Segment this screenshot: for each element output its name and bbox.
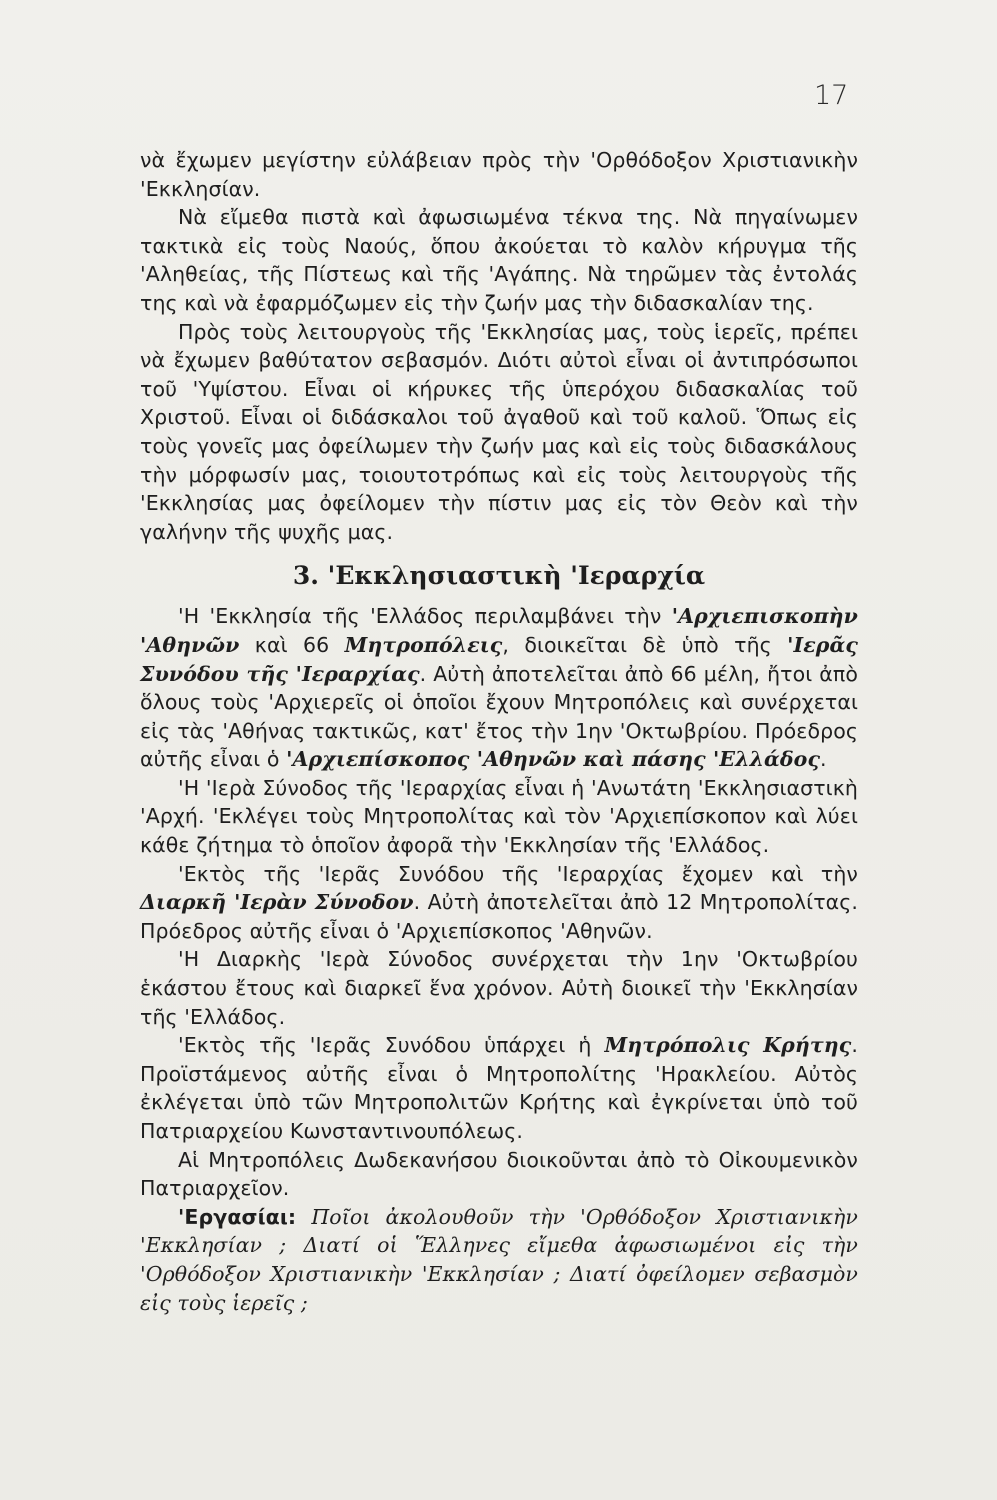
hierarchy-text: . Προϊστάμενος αὐτῆς εἶναι ὁ Μητροπολίτης 'Ηρακλείου. Αὐτὸς ἐκλέγεται ὑπὸ τῶν Μητροπολιτῶν Κρήτης καὶ ἐγκρίνεται ὑπὸ τοῦ Πατριαρχείου Κωνσταντινουπόλεως. bbox=[140, 1033, 858, 1143]
hierarchy-text: 'Εκτὸς τῆς 'Ιερᾶς Συνόδου ὑπάρχει ἡ bbox=[178, 1033, 605, 1058]
hierarchy-text: 'Εκτὸς τῆς 'Ιερᾶς Συνόδου τῆς 'Ιεραρχίας ἔχομεν καὶ τὴν bbox=[178, 861, 858, 886]
hierarchy-text: . Αὐτὴ ἀποτελεῖται ἀπὸ 66 μέλη, ἤτοι ἀπὸ ὅλους τοὺς 'Αρχιερεῖς οἱ ὁποῖοι ἔχουν Μητροπόλεις καὶ συνέρχεται εἰς τὰς 'Αθήνας τακτικῶς, κατ' ἔτος τὴν 1ην 'Οκτωβρίου. Πρόεδρος αὐτῆς εἶναι ὁ bbox=[140, 661, 859, 772]
archbishop-term: 'Αρχιεπίσκοπος 'Αθηνῶν καὶ πάσης 'Ελλάδος bbox=[286, 747, 821, 772]
paragraph-1: νὰ ἔχωμεν μεγίστην εὐλάβειαν πρὸς τὴν 'Ορθόδοξον Χριστιανικὴν 'Εκκλησίαν. bbox=[140, 148, 858, 201]
hierarchy-paragraph-5 bbox=[140, 1031, 858, 1145]
exercises-paragraph bbox=[140, 1203, 858, 1317]
hierarchy-text: . bbox=[820, 747, 827, 772]
hierarchy-text: 'Η 'Εκκλησία τῆς 'Ελλάδος περιλαμβάνει τὴν bbox=[178, 604, 672, 629]
hierarchy-paragraph-4: 'Η Διαρκὴς 'Ιερὰ Σύνοδος συνέρχεται τὴν 1ην 'Οκτωβρίου ἑκάστου ἔτους καὶ διαρκεῖ ἕνα χρόνον. Αὐτὴ διοικεῖ τὴν 'Εκκλησίαν τῆς 'Ελλάδος. bbox=[140, 947, 858, 1029]
hierarchy-paragraph-1 bbox=[140, 602, 858, 774]
exercises-label: 'Εργασίαι: bbox=[178, 1204, 297, 1229]
hierarchy-text: καὶ 66 bbox=[239, 632, 345, 657]
hierarchy-text: . Αὐτὴ ἀποτελεῖται ἀπὸ 12 Μητροπολίτας. Πρόεδρος αὐτῆς εἶναι ὁ 'Αρχιεπίσκοπος 'Αθηνῶν. bbox=[140, 890, 858, 943]
page-number: 17 bbox=[814, 80, 849, 111]
paragraph-2: Νὰ εἴμεθα πιστὰ καὶ ἀφωσιωμένα τέκνα της. Νὰ πηγαίνωμεν τακτικὰ εἰς τοὺς Ναούς, ὅπου ἀκούεται τὸ καλὸν κήρυγμα τῆς 'Αληθείας, τῆς Πίστεως καὶ τῆς 'Αγάπης. Νὰ τηρῶμεν τὰς ἐντολάς της καὶ νὰ ἐφαρμόζωμεν εἰς τὴν ζωήν μας τὴν διδασκαλίαν της. bbox=[140, 205, 858, 315]
paragraph-3: Πρὸς τοὺς λειτουργοὺς τῆς 'Εκκλησίας μας, τοὺς ἱερεῖς, πρέπει νὰ ἔχωμεν βαθύτατον σεβασμόν. Διότι αὐτοὶ εἶναι οἱ ἀντιπρόσωποι τοῦ 'Υψίστου. Εἶναι οἱ κήρυκες τῆς ὑπερόχου διδασκαλίας τοῦ Χριστοῦ. Εἶναι οἱ διδάσκαλοι τοῦ ἀγαθοῦ καὶ τοῦ καλοῦ. Ὅπως εἰς τοὺς γονεῖς μας ὀφείλωμεν τὴν ζωήν μας καὶ εἰς τοὺς διδασκάλους τὴν μόρφωσίν μας, τοιουτοτρόπως καὶ εἰς τοὺς λειτουργοὺς τῆς 'Εκκλησίας μας ὀφείλομεν τὴν πίστιν μας εἰς τὸν Θεὸν καὶ τὴν γαλήνην τῆς ψυχῆς μας. bbox=[140, 319, 858, 544]
archdiocese-term: 'Αρχιεπισκοπὴν 'Αθηνῶν bbox=[140, 604, 858, 657]
section-heading: 3. 'Εκκλησιαστικὴ 'Ιεραρχία bbox=[292, 561, 706, 591]
hierarchy-paragraph-3 bbox=[140, 860, 858, 946]
permanent-synod-term: Διαρκῆ 'Ιερὰν Σύνοδον bbox=[140, 890, 414, 915]
metropoleis-term: Μητροπόλεις bbox=[344, 632, 503, 657]
holy-synod-term: 'Ιερᾶς Συνόδου τῆς 'Ιεραρχίας bbox=[140, 632, 858, 686]
exercises-questions: Ποῖοι ἀκολουθοῦν τὴν 'Ορθόδοξον Χριστιανικὴν 'Εκκλησίαν ; Διατί οἱ Ἕλληνες εἴμεθα ἀφωσιωμένοι εἰς τὴν 'Ορθόδοξον Χριστιανικὴν 'Εκκλησίαν ; Διατί ὀφείλομεν σεβασμὸν εἰς τοὺς ἱερεῖς ; bbox=[140, 1204, 858, 1315]
hierarchy-paragraph-2: 'Η 'Ιερὰ Σύνοδος τῆς 'Ιεραρχίας εἶναι ἡ 'Ανωτάτη 'Εκκλησιαστικὴ 'Αρχή. 'Εκλέγει τοὺς Μητροπολίτας καὶ τὸν 'Αρχιεπίσκοπον καὶ λύει κάθε ζήτημα τὸ ὁποῖον ἀφορᾶ τὴν 'Εκκλησίαν τῆς 'Ελλάδος. bbox=[140, 775, 858, 858]
hierarchy-paragraph-6: Αἱ Μητροπόλεις Δωδεκανήσου διοικοῦνται ἀπὸ τὸ Οἰκουμενικὸν Πατριαρχεῖον. bbox=[140, 1147, 858, 1201]
hierarchy-text: , διοικεῖται δὲ ὑπὸ τῆς bbox=[502, 632, 788, 657]
crete-metropolis-term: Μητρόπολις Κρήτης bbox=[604, 1033, 852, 1058]
text-column bbox=[140, 146, 858, 1317]
